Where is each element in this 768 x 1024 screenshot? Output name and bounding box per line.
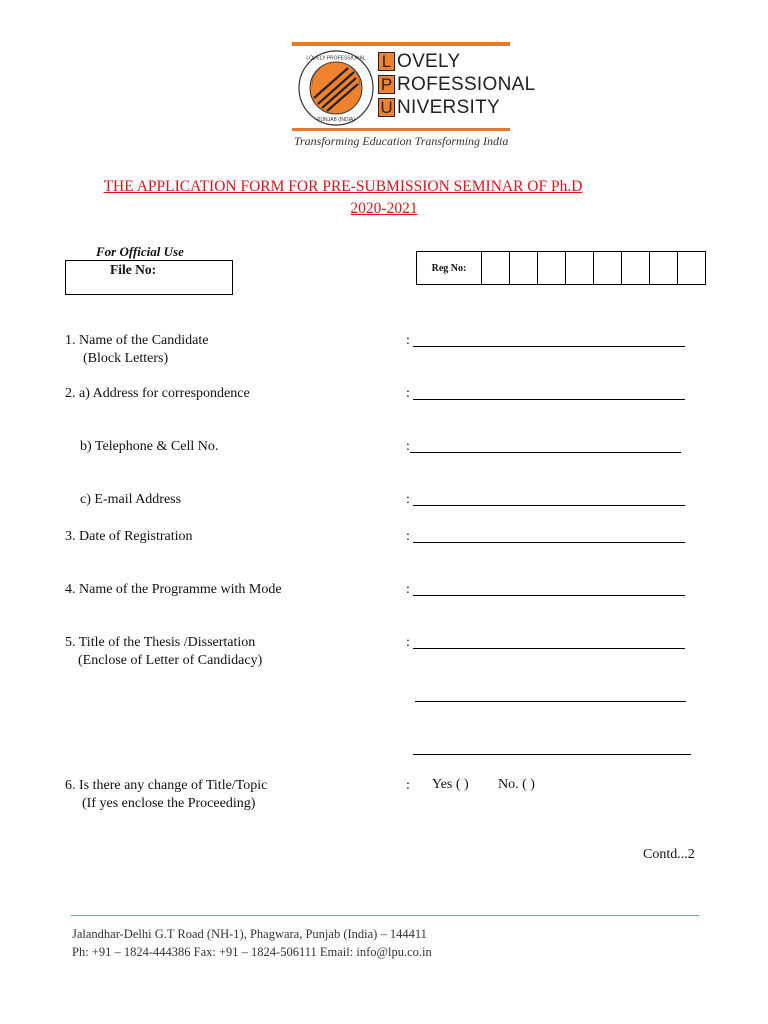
logo-word-professional: ROFESSIONAL [397,73,536,95]
footer-address: Jalandhar-Delhi G.T Road (NH-1), Phagwara, Punjab (India) – 144411 [72,927,427,941]
programme-blank[interactable] [413,595,685,596]
thesis-title-blank-2[interactable] [415,701,686,702]
continued-note: Contd...2 [643,847,695,862]
reg-no-cell[interactable] [650,252,678,284]
footer-divider [71,915,699,916]
university-logo [292,42,536,152]
official-use-heading: For Official Use [96,244,184,259]
reg-no-cell[interactable] [482,252,510,284]
field-label-text: 6. Is there any change of Title/Topic [65,778,268,793]
footer-contact: Ph: +91 – 1824-444386 Fax: +91 – 1824-506111 Email: info@lpu.co.in [72,945,432,959]
reg-no-cell[interactable] [594,252,622,284]
thesis-title-blank[interactable] [413,648,685,649]
address-blank[interactable] [413,399,685,400]
logo-tagline: Transforming Education Transforming India [294,134,509,148]
reg-no-cell[interactable] [622,252,650,284]
field-separator: : [406,582,410,597]
candidate-name-blank[interactable] [413,346,685,347]
field-sublabel-text: (Block Letters) [83,351,169,366]
field-separator: : [406,439,410,454]
field-sublabel-text: (Enclose of Letter of Candidacy) [78,653,263,668]
field-email-label: c) E-mail Address [80,492,182,507]
svg-text:LOVELY PROFESSIONAL: LOVELY PROFESSIONAL [306,55,366,62]
field-telephone-label: b) Telephone & Cell No. [80,439,219,454]
title-change-no-option[interactable]: No. ( ) [498,777,535,792]
registration-date-blank[interactable] [413,542,685,543]
field-registration-date-label: 3. Date of Registration [65,529,193,544]
reg-no-grid [416,251,706,285]
university-seal-icon [298,50,374,126]
field-sublabel-text: (If yes enclose the Proceeding) [82,796,256,811]
email-blank[interactable] [413,505,685,506]
field-separator: : [406,529,410,544]
reg-no-cell[interactable] [566,252,594,284]
form-title: THE APPLICATION FORM FOR PRE-SUBMISSION SEMINAR OF Ph.D [103,178,583,195]
logo-letter-l: L [378,52,395,71]
logo-word-university: NIVERSITY [397,96,500,118]
reg-no-cell[interactable] [538,252,566,284]
field-separator: : [406,492,410,507]
field-separator: : [406,778,410,793]
field-separator: : [406,333,410,348]
reg-no-cell[interactable] [510,252,538,284]
telephone-blank[interactable] [410,452,681,453]
field-thesis-title-label [65,634,262,670]
reg-no-cell[interactable] [678,252,705,284]
logo-word-lovely: OVELY [397,50,461,72]
logo-bottom-bar [292,128,510,131]
field-separator: : [406,635,410,650]
reg-no-label: Reg No: [417,252,482,284]
logo-wordmark [378,50,535,119]
title-change-yes-option[interactable]: Yes ( ) [432,777,469,792]
field-title-change-label [65,777,267,813]
field-separator: : [406,386,410,401]
logo-letter-u: U [378,98,395,117]
form-year: 2020-2021 [350,200,418,217]
field-label-text: 1. Name of the Candidate [65,333,209,348]
field-label-text: 5. Title of the Thesis /Dissertation [65,635,256,650]
field-address-label: 2. a) Address for correspondence [65,386,250,401]
svg-text:PUNJAB (INDIA): PUNJAB (INDIA) [317,117,355,123]
field-candidate-name-label [65,332,208,368]
logo-top-bar [292,42,510,46]
thesis-title-blank-3[interactable] [413,754,691,755]
field-programme-label: 4. Name of the Programme with Mode [65,582,282,597]
file-no-label: File No: [110,262,157,277]
logo-letter-p: P [378,75,395,94]
